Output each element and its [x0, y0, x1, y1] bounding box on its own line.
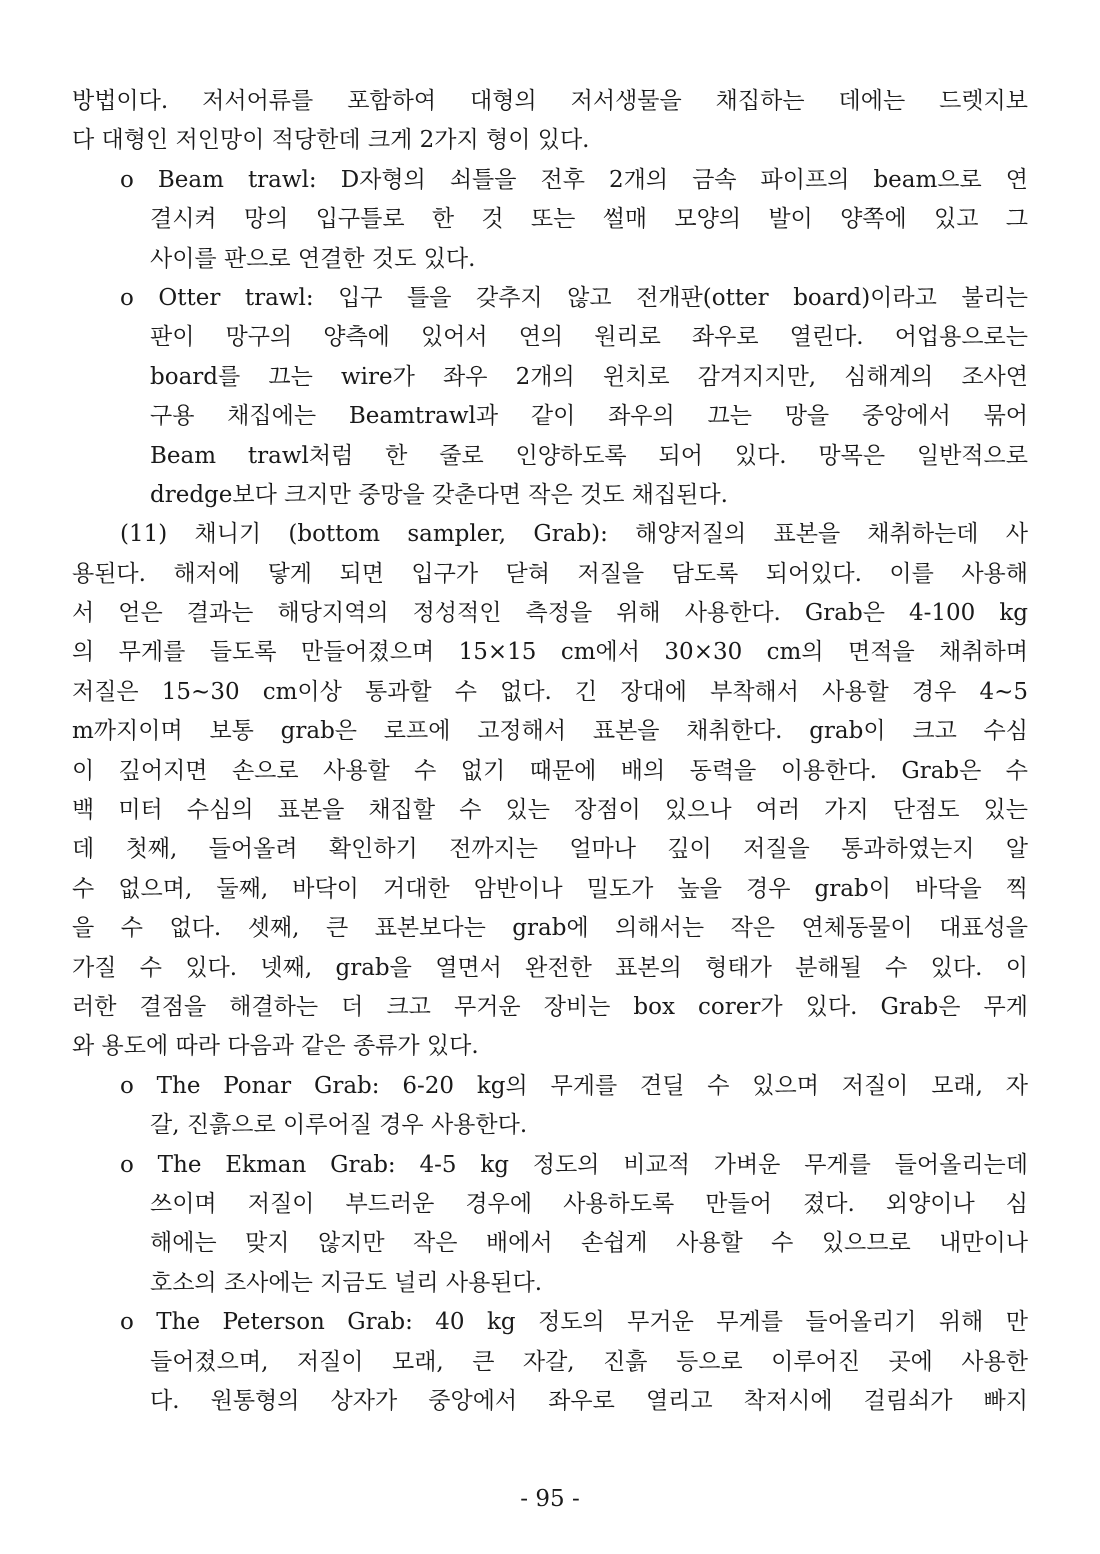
bullet-line: dredge보다 크지만 중망을 갖춘다면 작은 것도 채집된다.	[150, 481, 728, 508]
bullet-line: 호소의 조사에는 지금도 널리 사용된다.	[150, 1269, 543, 1296]
bullet-peterson-grab	[72, 1303, 1028, 1421]
bullet-line: board를 끄는 wire가 좌우 2개의 윈치로 감겨지지만, 심해계의 조사연	[150, 363, 1028, 390]
page-number: - 95 -	[520, 1486, 580, 1512]
text-line: 백 미터 수심의 표본을 채집할 수 있는 장점이 있으나 여러 가지 단점도 있는	[72, 797, 1028, 824]
text-line: 저질은 15∼30 cm이상 통과할 수 없다. 긴 장대에 부착해서 사용할 경우 4∼5	[72, 678, 1028, 705]
intro-paragraph	[72, 82, 1028, 161]
text-line: 서 얻은 결과는 해당지역의 정성적인 측정을 위해 사용한다. Grab은 4-100 kg	[72, 600, 1028, 627]
bullet-line: Beam trawl처럼 한 줄로 인양하도록 되어 있다. 망목은 일반적으로	[150, 442, 1028, 469]
document-body	[72, 82, 1028, 1421]
bullet-line: 해에는 맞지 않지만 작은 배에서 손쉽게 사용할 수 있으므로 내만이나	[150, 1230, 1028, 1257]
bullet-ponar-grab	[72, 1067, 1028, 1146]
bullet-line: o The Ekman Grab: 4-5 kg 정도의 비교적 가벼운 무게를 들어올리는데	[120, 1151, 1028, 1178]
text-line: (11) 채니기 (bottom sampler, Grab): 해양저질의 표본을 채취하는데 사	[120, 521, 1028, 548]
text-line: 이 깊어지면 손으로 사용할 수 없기 때문에 배의 동력을 이용한다. Grab은 수	[72, 757, 1028, 784]
bullet-line: 구용 채집에는 Beamtrawl과 같이 좌우의 끄는 망을 중앙에서 묶어	[150, 403, 1028, 430]
bullet-beam-trawl	[72, 161, 1028, 279]
text-line: 가질 수 있다. 넷째, grab을 열면서 완전한 표본의 형태가 분해될 수 있다. 이	[72, 954, 1028, 981]
bullet-otter-trawl	[72, 279, 1028, 515]
bullet-line: 사이를 판으로 연결한 것도 있다.	[150, 245, 476, 272]
bullet-line: o Otter trawl: 입구 틀을 갖추지 않고 전개판(otter board)이라고 불리는	[120, 284, 1028, 311]
bullet-line: o The Peterson Grab: 40 kg 정도의 무거운 무게를 들어올리기 위해 만	[120, 1309, 1028, 1336]
text-line: m까지이며 보통 grab은 로프에 고정해서 표본을 채취한다. grab이 크고 수심	[72, 718, 1028, 745]
grab-paragraph	[72, 515, 1028, 1066]
bullet-line: 다. 원통형의 상자가 중앙에서 좌우로 열리고 착저시에 걸림쇠가 빠지	[150, 1387, 1028, 1414]
bullet-line: 쓰이며 저질이 부드러운 경우에 사용하도록 만들어 졌다. 외양이나 심	[150, 1190, 1028, 1217]
text-line: 방법이다. 저서어류를 포함하여 대형의 저서생물을 채집하는 데에는 드렛지보	[72, 88, 1028, 114]
bullet-ekman-grab	[72, 1146, 1028, 1304]
bullet-line: 판이 망구의 양측에 있어서 연의 원리로 좌우로 열린다. 어업용으로는	[150, 324, 1028, 351]
text-line: 의 무게를 들도록 만들어졌으며 15×15 cm에서 30×30 cm의 면적을 채취하며	[72, 639, 1028, 666]
text-line: 와 용도에 따라 다음과 같은 종류가 있다.	[72, 1033, 479, 1060]
text-line: 러한 결점을 해결하는 더 크고 무거운 장비는 box corer가 있다. Grab은 무게	[72, 993, 1028, 1020]
text-line: 다 대형인 저인망이 적당한데 크게 2가지 형이 있다.	[72, 127, 590, 154]
text-line: 수 없으며, 둘째, 바닥이 거대한 암반이나 밀도가 높을 경우 grab이 바닥을 찍	[72, 875, 1028, 902]
text-line: 을 수 없다. 셋째, 큰 표본보다는 grab에 의해서는 작은 연체동물이 대표성을	[72, 915, 1028, 942]
bullet-line: o The Ponar Grab: 6-20 kg의 무게를 견딜 수 있으며 저질이 모래, 자	[120, 1072, 1028, 1099]
text-line: 용된다. 해저에 닿게 되면 입구가 닫혀 저질을 담도록 되어있다. 이를 사용해	[72, 560, 1028, 587]
bullet-line: 갈, 진흙으로 이루어질 경우 사용한다.	[150, 1112, 528, 1139]
bullet-line: 결시켜 망의 입구틀로 한 것 또는 썰매 모양의 발이 양쪽에 있고 그	[150, 206, 1028, 233]
text-line: 데 첫째, 들어올려 확인하기 전까지는 얼마나 깊이 저질을 통과하였는지 알	[72, 836, 1028, 863]
bullet-line: o Beam trawl: D자형의 쇠틀을 전후 2개의 금속 파이프의 beam으로 연	[120, 166, 1028, 193]
bullet-line: 들어졌으며, 저질이 모래, 큰 자갈, 진흙 등으로 이루어진 곳에 사용한	[150, 1348, 1028, 1375]
